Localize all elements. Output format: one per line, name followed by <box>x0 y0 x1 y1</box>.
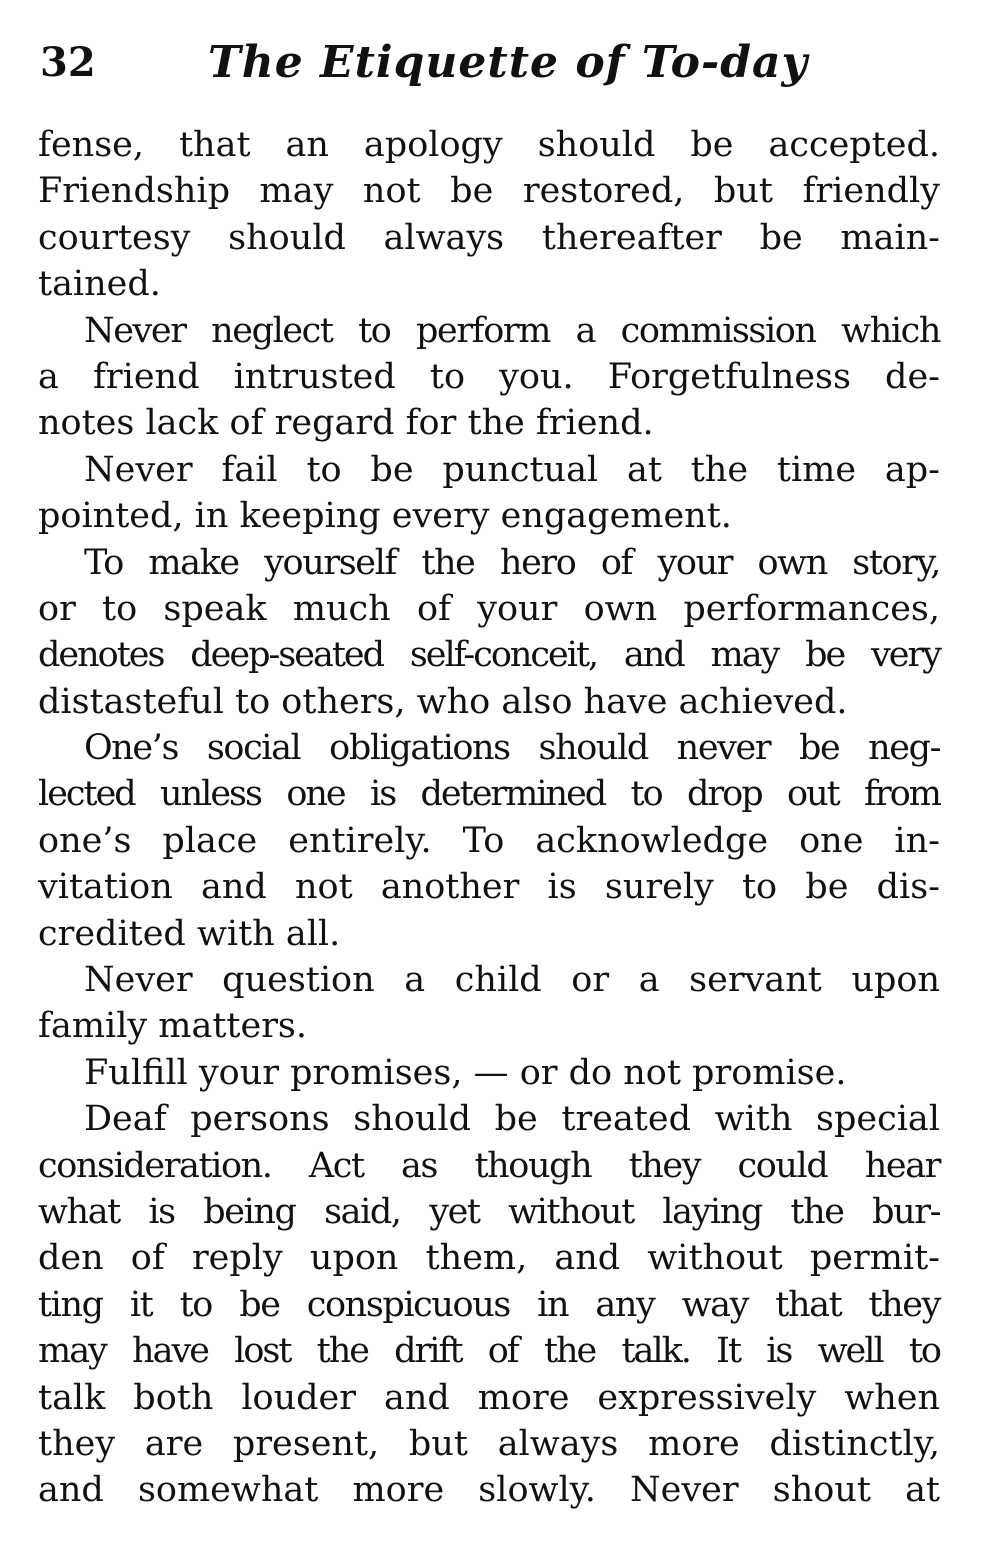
text-line: or to speak much of your own performances, <box>38 588 940 629</box>
text-line: tained. <box>38 264 161 305</box>
text-line: Friendship may not be restored, but friendly <box>38 171 940 212</box>
text-line: One’s social obligations should never be neg- <box>84 728 940 769</box>
text-line: courtesy should always thereafter be main- <box>38 217 940 258</box>
text-line: Fulfill your promises, — or do not promise. <box>84 1052 847 1093</box>
text-line: a friend intrusted to you. Forgetfulness de- <box>38 356 940 397</box>
body-text <box>38 122 940 1514</box>
text-line: may have lost the drift of the talk. It is well to <box>38 1331 940 1372</box>
text-line: fense, that an apology should be accepted. <box>38 125 940 165</box>
text-line: what is being said, yet without laying the bur- <box>38 1191 940 1232</box>
text-line: To make yourself the hero of your own story, <box>84 542 940 583</box>
page-number: 32 <box>40 39 96 86</box>
text-line: they are present, but always more distinctly, <box>38 1423 940 1464</box>
text-line: den of reply upon them, and without permit- <box>38 1238 940 1279</box>
text-line: talk both louder and more expressively when <box>38 1377 940 1418</box>
book-title: The Etiquette of To-day <box>208 37 809 88</box>
text-line: one’s place entirely. To acknowledge one in- <box>38 820 940 861</box>
text-line: Never neglect to perform a commission which <box>84 310 940 351</box>
text-line: denotes deep-seated self-conceit, and may be very <box>38 635 940 676</box>
text-line: vitation and not another is surely to be dis- <box>38 867 940 908</box>
text-line: notes lack of regard for the friend. <box>38 403 654 444</box>
text-line: Deaf persons should be treated with special <box>84 1099 940 1140</box>
text-line: credited with all. <box>38 913 341 954</box>
text-line: Never question a child or a servant upon <box>84 960 940 1001</box>
text-line: Never fail to be punctual at the time ap- <box>84 449 940 490</box>
text-line: distasteful to others, who also have achieved. <box>38 681 848 722</box>
text-line: consideration. Act as though they could hear <box>38 1145 940 1186</box>
text-line: pointed, in keeping every engagement. <box>38 496 732 537</box>
text-line: ting it to be conspicuous in any way that they <box>38 1284 940 1325</box>
text-line: family matters. <box>38 1006 308 1047</box>
text-line: lected unless one is determined to drop out from <box>38 774 940 815</box>
text-line: and somewhat more slowly. Never shout at <box>38 1470 940 1511</box>
running-head <box>38 36 938 96</box>
